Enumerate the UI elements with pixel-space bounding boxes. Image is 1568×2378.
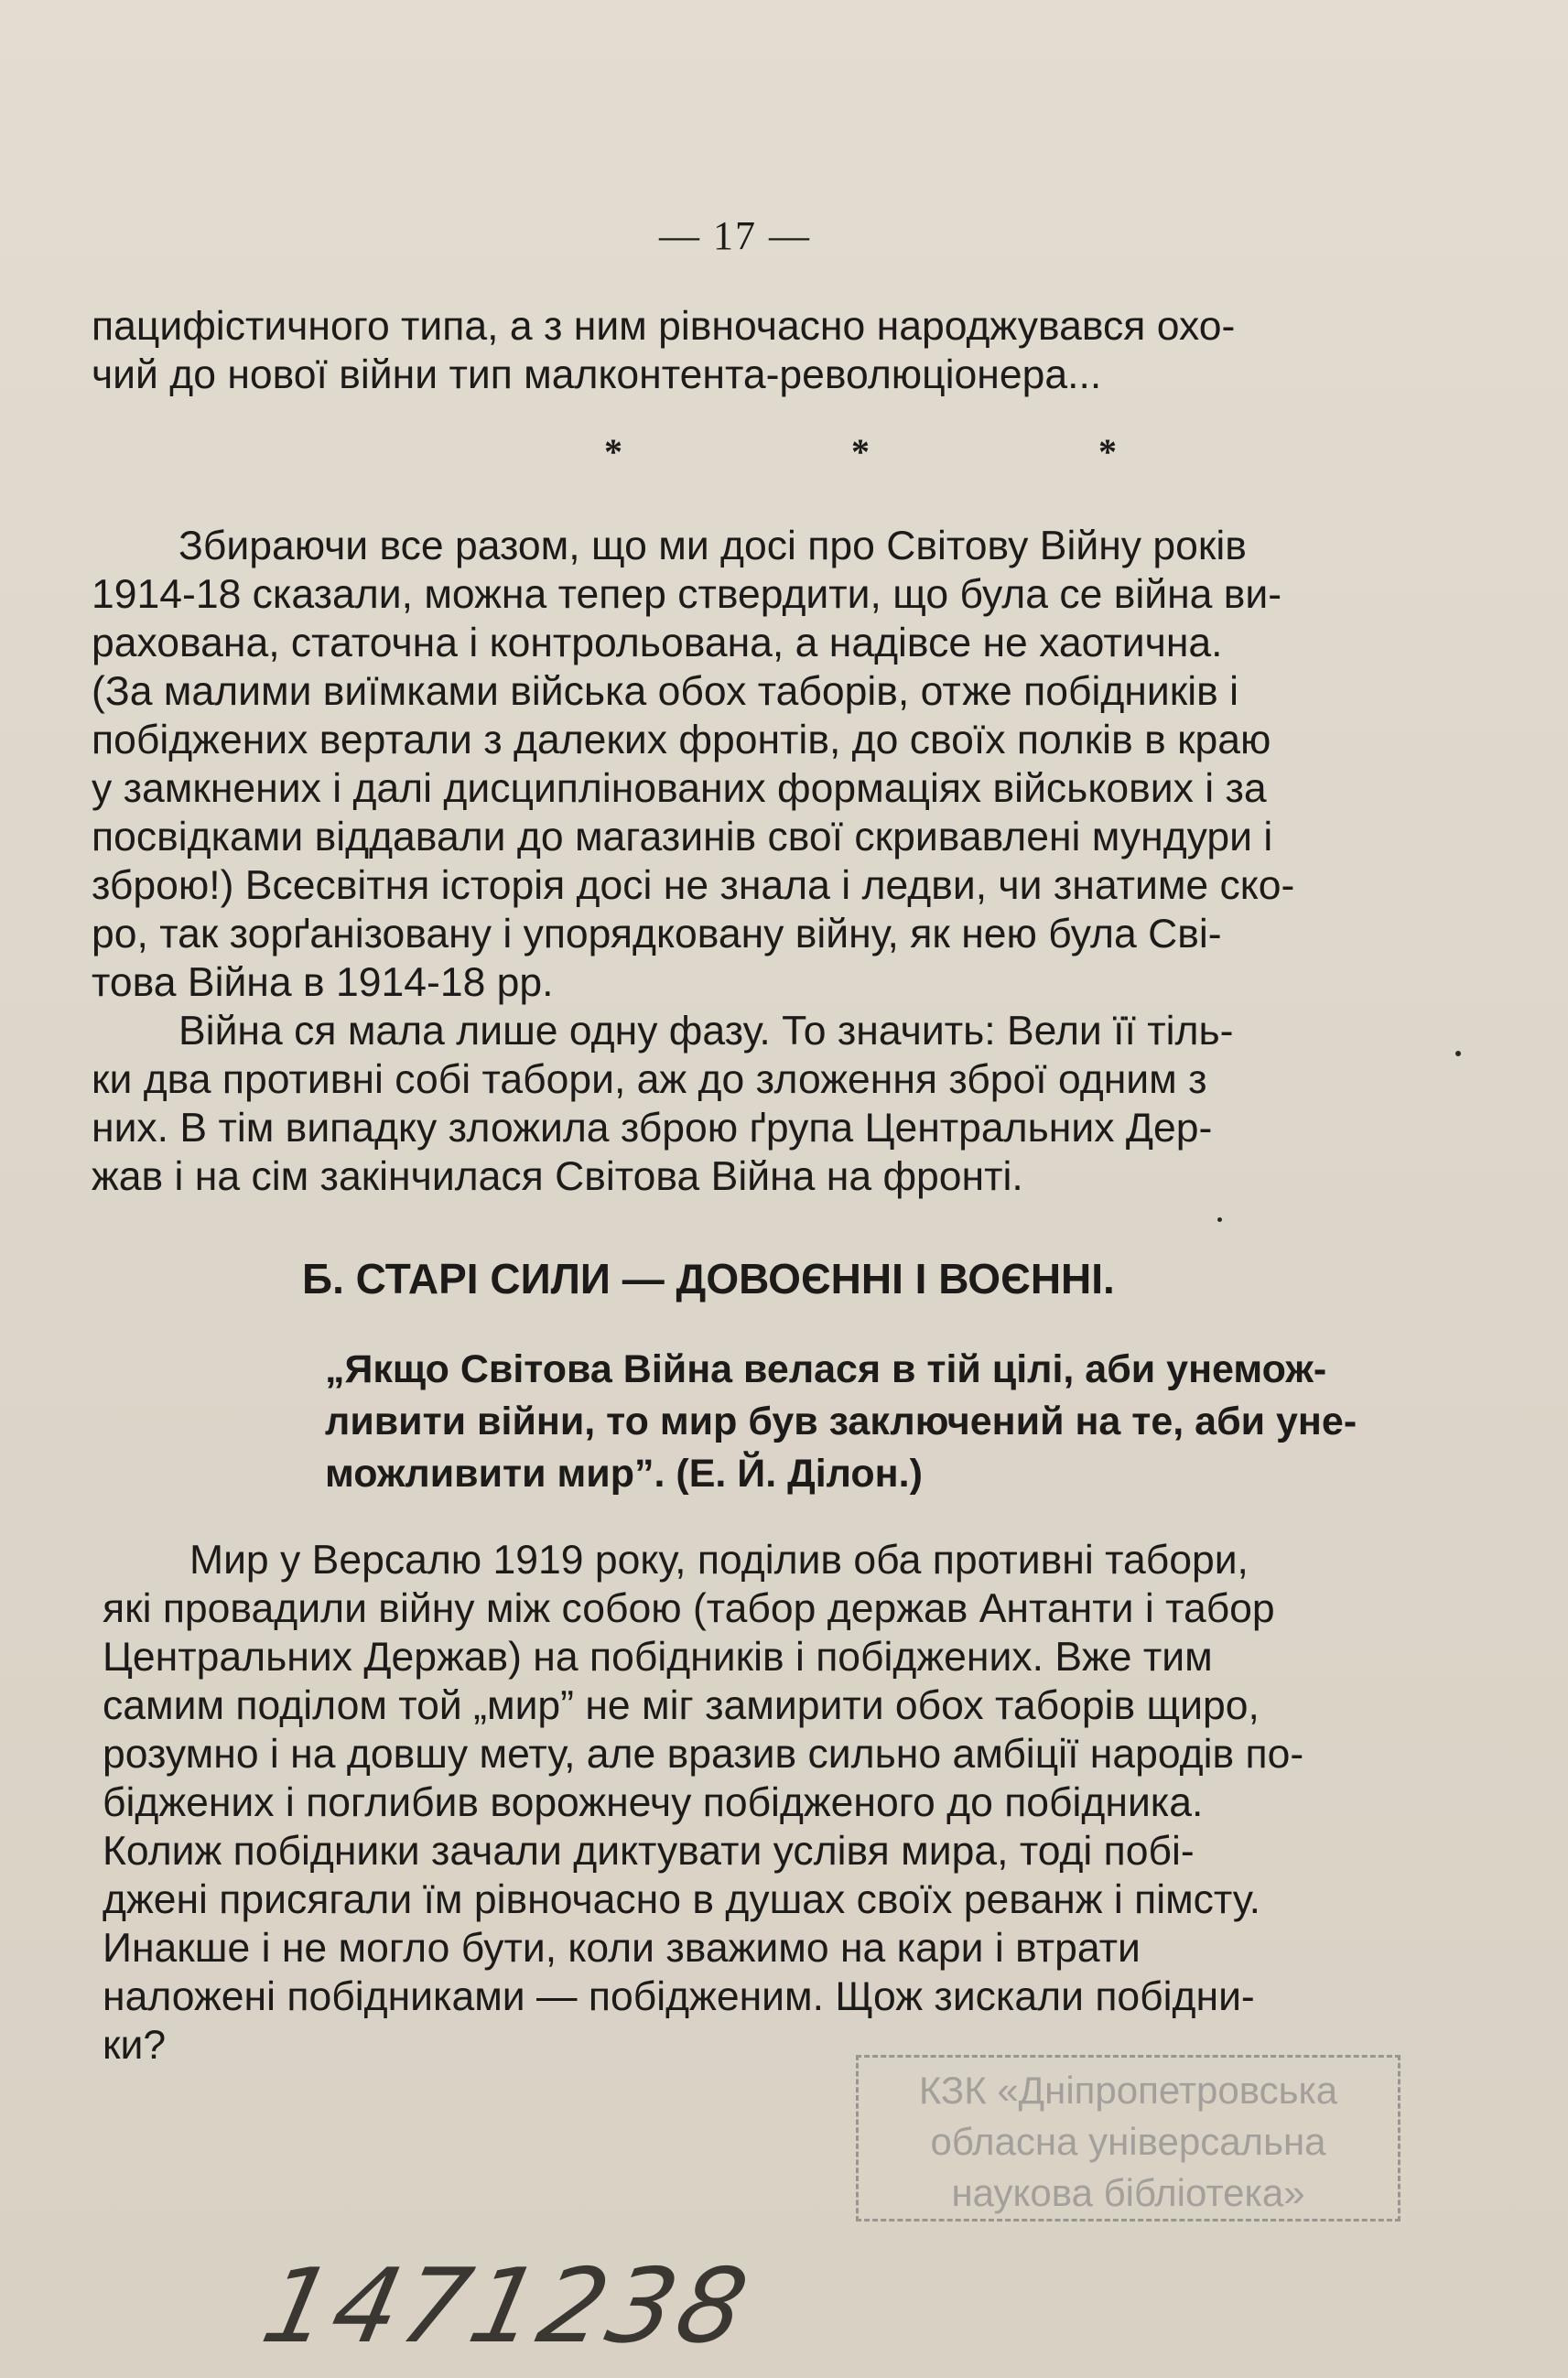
section-separator: * * * bbox=[604, 431, 1227, 472]
text-line: Центральних Держав) на побідників і побіджених. Вже тим bbox=[103, 1635, 1213, 1680]
section-heading: Б. СТАРІ СИЛИ — ДОВОЄННІ І ВОЄННІ. bbox=[302, 1255, 1115, 1302]
page-number: — 17 — bbox=[659, 213, 811, 258]
library-stamp bbox=[856, 2055, 1400, 2221]
text-line: ки? bbox=[103, 2023, 167, 2068]
stamp-line: наукова бібліотека» bbox=[951, 2171, 1305, 2214]
text-line: Мир у Версалю 1919 року, поділив оба противні табори, bbox=[189, 1538, 1249, 1583]
text-line: наложені побідниками — побідженим. Щож зискали побідни- bbox=[103, 1974, 1255, 2019]
text-line: Збираючи все разом, що ми досі про Світову Війну років bbox=[178, 524, 1247, 568]
text-line: побіджених вертали з далеких фронтів, до своїх полків в краю bbox=[92, 718, 1271, 762]
text-line: які провадили війну між собою (табор держав Антанти і табор bbox=[103, 1586, 1275, 1631]
text-line: жав і на сім закінчилася Світова Війна на фронті. bbox=[92, 1154, 1023, 1199]
text-line: джені присягали їм рівночасно в душах своїх реванж і пімсту. bbox=[103, 1877, 1260, 1922]
paragraph-versailles bbox=[103, 1536, 1434, 2070]
stamp-line: обласна універсальна bbox=[930, 2120, 1326, 2163]
text-line: самим поділом той „мир” не міг замирити обох таборів щиро, bbox=[103, 1683, 1260, 1728]
text-line: (За малими виїмками війська обох таборів, отже побідників і bbox=[92, 669, 1238, 714]
handwritten-inventory-number: 1471238 bbox=[253, 2247, 761, 2366]
text-line: них. В тім випадку зложила зброю ґрупа Центральних Дер- bbox=[92, 1106, 1213, 1151]
paragraph-summary bbox=[92, 522, 1437, 1201]
text-line: рахована, статочна і контрольована, а надівсе не хаотична. bbox=[92, 621, 1223, 665]
epigraph-line: можливити мир”. (Е. Й. Ділон.) bbox=[325, 1452, 923, 1496]
text-line: пацифістичного типа, а з ним рівночасно народжувався охо- bbox=[92, 304, 1236, 349]
text-line: розумно і на довшу мету, але вразив сильно амбіції народів по- bbox=[103, 1732, 1304, 1777]
epigraph-line: „Якщо Світова Війна велася в тій цілі, аби унемож- bbox=[325, 1347, 1327, 1391]
text-line: біджених і поглибив ворожнечу побідженого до побідника. bbox=[103, 1780, 1204, 1825]
epigraph-quote bbox=[325, 1344, 1433, 1500]
text-line: зброю!) Всесвітня історія досі не знала і ледви, чи знатиме ско- bbox=[92, 863, 1295, 908]
text-line: ки два противні собі табори, аж до зложення зброї одним з bbox=[92, 1057, 1207, 1102]
text-line: чий до нової війни тип малконтента-революціонера... bbox=[92, 352, 1102, 397]
paragraph-continuation bbox=[92, 302, 1437, 399]
text-line: 1914-18 сказали, можна тепер ствердити, що була се війна ви- bbox=[92, 572, 1282, 617]
text-line: това Війна в 1914-18 рр. bbox=[92, 960, 554, 1005]
text-line: Колиж побідники зачали диктувати услівя мира, тоді побі- bbox=[103, 1829, 1195, 1874]
text-line: ро, так зорґанізовану і упорядковану війну, як нею була Сві- bbox=[92, 912, 1222, 957]
speck bbox=[1217, 1217, 1222, 1222]
text-line: Инакше і не могло бути, коли зважимо на кари і втрати bbox=[103, 1926, 1141, 1971]
text-line: посвідками віддавали до магазинів свої скривавлені мундури і bbox=[92, 815, 1273, 859]
epigraph-line: ливити війни, то мир був заключений на те, аби уне- bbox=[325, 1400, 1357, 1443]
text-line: Війна ся мала лише одну фазу. То значить: Вели її тіль- bbox=[178, 1009, 1234, 1054]
speck bbox=[1455, 1051, 1461, 1056]
stamp-line: КЗК «Дніпропетровська bbox=[918, 2069, 1338, 2112]
text-line: у замкнених і далі дисциплінованих формаціях військових і за bbox=[92, 766, 1267, 811]
